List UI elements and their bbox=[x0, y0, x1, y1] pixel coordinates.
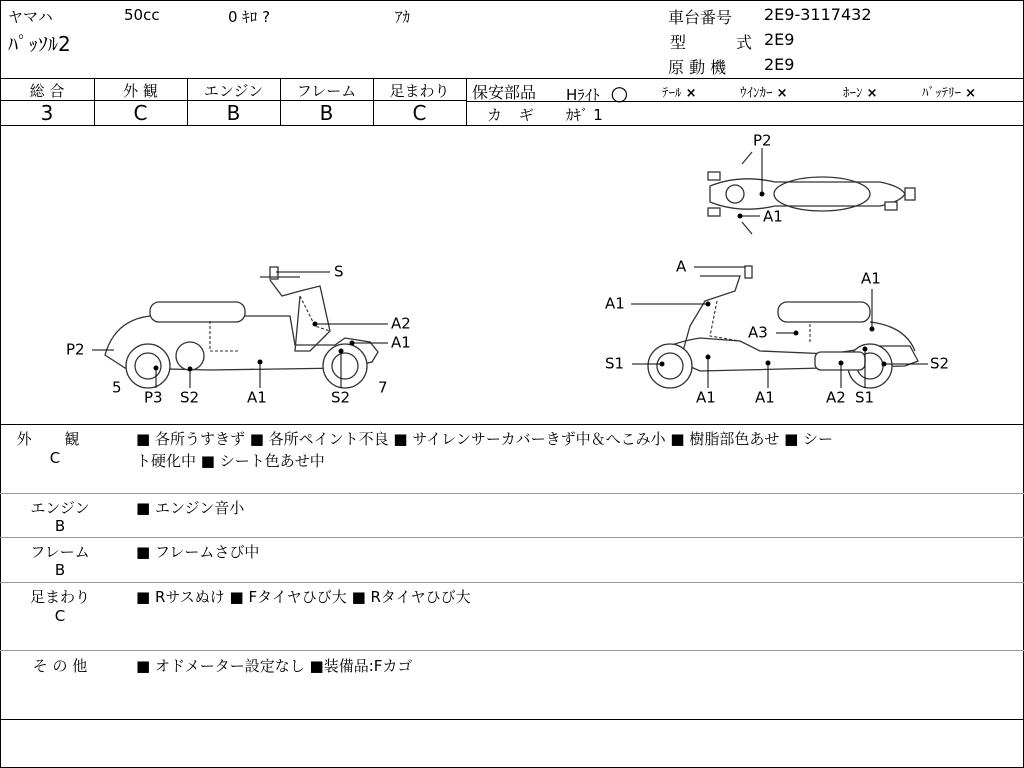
model-name: ﾊﾟｯｿﾙ2 bbox=[8, 32, 71, 56]
grade-header-exterior: 外 観 bbox=[123, 82, 158, 100]
comment-text-suspension: ■ Rサスぬけ ■ Fタイヤひび大 ■ Rタイヤひび大 bbox=[136, 588, 471, 606]
part-name: ﾊﾞｯﾃﾘｰ bbox=[922, 86, 961, 101]
comment-label-engine: エンジン bbox=[30, 499, 90, 517]
label-a1: A1 bbox=[755, 388, 775, 407]
maker: ヤマハ bbox=[8, 8, 53, 26]
grade-header-overall: 総 合 bbox=[29, 82, 65, 100]
key-value: ｶｷﾞ 1 bbox=[566, 106, 603, 124]
grade-header-frame: フレーム bbox=[296, 82, 357, 100]
comment-label-exterior: 外 観 bbox=[16, 430, 94, 448]
comment-divider bbox=[0, 650, 1024, 651]
frame-no-label: 車台番号 bbox=[668, 8, 733, 27]
mileage: 0 ｷﾛ ? bbox=[228, 8, 271, 26]
part-name: ﾃｰﾙ bbox=[662, 86, 682, 101]
label-p2: P2 bbox=[66, 340, 85, 359]
part-headlight bbox=[566, 81, 628, 105]
label-s2: S2 bbox=[930, 354, 950, 373]
comment-grade-frame: B bbox=[54, 561, 66, 579]
comment-text-engine: ■ エンジン音小 bbox=[136, 499, 245, 517]
part-mark: × bbox=[965, 86, 977, 101]
label-a1: A1 bbox=[605, 294, 625, 313]
grade-value-suspension: C bbox=[412, 101, 427, 125]
comment-text-frame: ■ フレームさび中 bbox=[136, 543, 260, 561]
label-s2: S2 bbox=[180, 388, 200, 407]
comment-divider bbox=[0, 582, 1024, 583]
comment-divider bbox=[0, 493, 1024, 494]
scooter-top-view bbox=[708, 152, 915, 234]
part-name: Hﾗｲﾄ bbox=[566, 86, 600, 104]
label-7: 7 bbox=[378, 378, 388, 397]
bottom-divider bbox=[0, 719, 1024, 720]
part-tail bbox=[662, 82, 697, 101]
label-p2: P2 bbox=[753, 131, 772, 150]
grade-value-overall: 3 bbox=[40, 101, 54, 125]
comment-text-exterior: ト硬化中 ■ シート色あせ中 bbox=[136, 452, 325, 470]
comment-label-other: そ の 他 bbox=[32, 657, 88, 675]
comment-divider bbox=[0, 537, 1024, 538]
engine-label: 原 動 機 bbox=[668, 58, 727, 77]
label-a: A bbox=[676, 257, 687, 276]
grade-value-engine: B bbox=[226, 101, 241, 125]
displacement: 50cc bbox=[124, 6, 160, 24]
label-s2: S2 bbox=[331, 388, 351, 407]
part-battery bbox=[922, 82, 976, 101]
label-a1: A1 bbox=[861, 269, 881, 288]
type-label-1: 型 bbox=[670, 33, 687, 52]
label-s: S bbox=[334, 262, 344, 281]
grade-value-exterior: C bbox=[133, 101, 148, 125]
comment-label-suspension: 足まわり bbox=[29, 588, 90, 606]
type-label-2: 式 bbox=[736, 33, 753, 52]
label-a1: A1 bbox=[763, 207, 783, 226]
engine-value: 2E9 bbox=[764, 55, 795, 74]
part-mark: ○ bbox=[610, 81, 629, 105]
color: ｱｶ bbox=[395, 8, 411, 26]
label-5: 5 bbox=[112, 378, 122, 397]
damage-diagram bbox=[0, 126, 1024, 424]
comment-text-other: ■ オドメーター設定なし ■装備品:Fカゴ bbox=[136, 657, 413, 675]
comment-label-frame: フレーム bbox=[30, 543, 90, 561]
header-divider bbox=[0, 78, 1024, 79]
part-mark: × bbox=[776, 86, 788, 101]
label-s1: S1 bbox=[855, 388, 875, 407]
grade-value-frame: B bbox=[319, 101, 334, 125]
parts-row-divider bbox=[467, 101, 1024, 102]
part-winker bbox=[740, 82, 788, 101]
part-mark: × bbox=[685, 86, 697, 101]
label-a3: A3 bbox=[748, 323, 768, 342]
type-value: 2E9 bbox=[764, 30, 795, 49]
label-p3: P3 bbox=[144, 388, 163, 407]
label-a2: A2 bbox=[391, 314, 411, 333]
part-horn bbox=[843, 82, 878, 101]
part-name: ﾎｰﾝ bbox=[843, 86, 863, 101]
comment-grade-suspension: C bbox=[54, 607, 66, 625]
label-a1: A1 bbox=[247, 388, 267, 407]
key-label: カ ギ bbox=[487, 106, 540, 124]
grade-header-engine: エンジン bbox=[203, 82, 264, 100]
scooter-left-side-view bbox=[105, 267, 378, 388]
part-mark: × bbox=[866, 86, 878, 101]
label-a2: A2 bbox=[826, 388, 846, 407]
comment-text-exterior: ■ 各所うすきず ■ 各所ペイント不良 ■ サイレンサーカバーきず中＆へこみ小 ■ 樹脂部色あせ ■ シー bbox=[136, 430, 834, 448]
label-a1: A1 bbox=[696, 388, 716, 407]
comments-top-divider bbox=[0, 424, 1024, 425]
grade-header-suspension: 足まわり bbox=[389, 82, 450, 100]
comment-grade-exterior: C bbox=[49, 449, 61, 467]
parts-label: 保安部品 bbox=[472, 83, 537, 102]
label-a1: A1 bbox=[391, 333, 411, 352]
frame-no: 2E9-3117432 bbox=[764, 5, 872, 24]
label-s1: S1 bbox=[605, 354, 625, 373]
comment-grade-engine: B bbox=[54, 517, 66, 535]
part-name: ｳｲﾝｶｰ bbox=[740, 86, 773, 101]
